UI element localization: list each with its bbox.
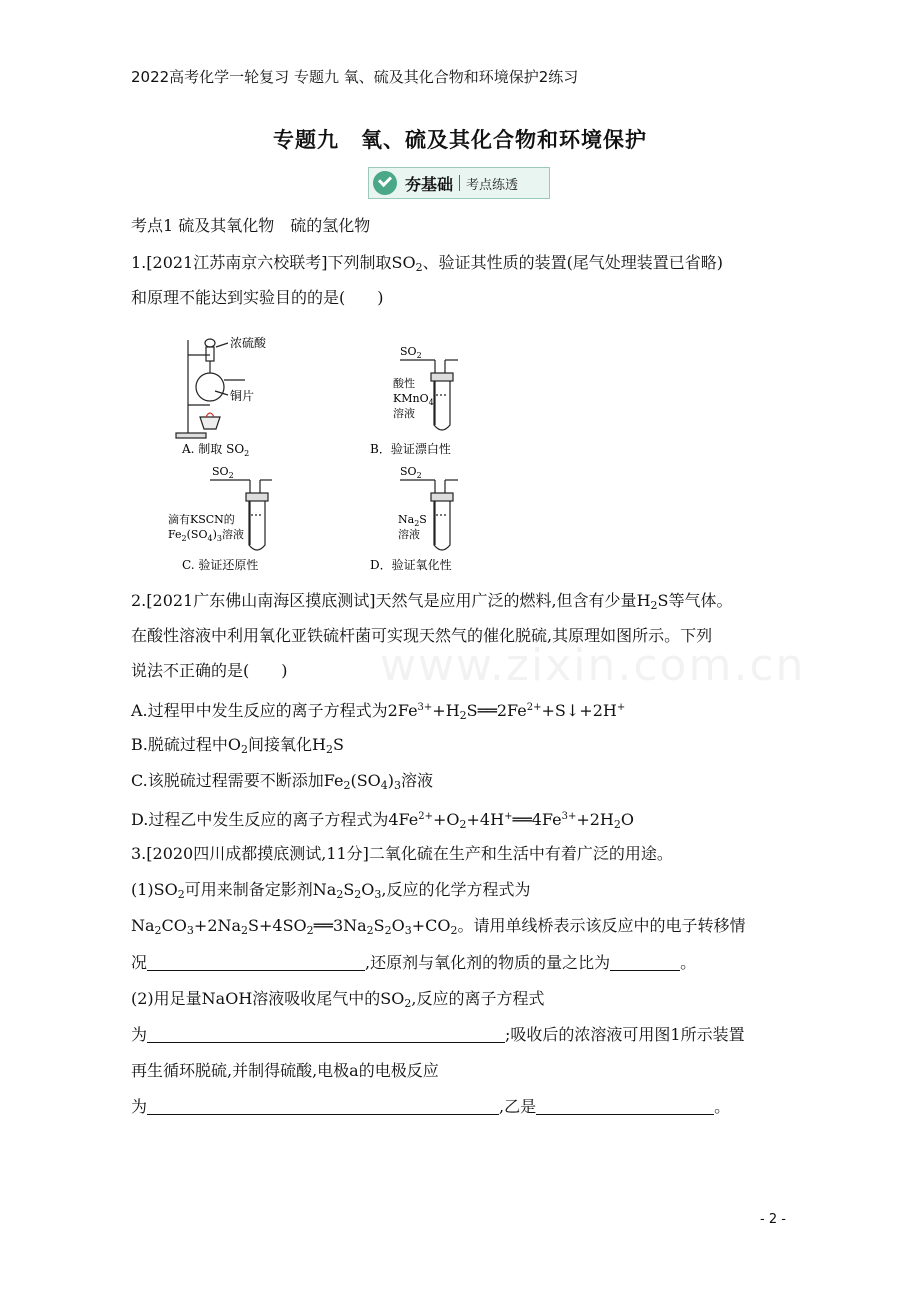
q1-stem-text: 、验证其性质的装置(尾气处理装置已省略) (422, 253, 724, 272)
subscript: 2 (240, 743, 248, 756)
subscript: 3 (186, 924, 194, 937)
q2-text: 等气体。 (668, 591, 733, 610)
q3-text: ;吸收后的浓溶液可用图1所示装置 (505, 1025, 745, 1044)
formula: O (227, 735, 241, 754)
label-acidic: 酸性 (393, 377, 415, 390)
subscript: 2 (241, 924, 249, 937)
badge-sub-label: 考点练透 (466, 177, 519, 193)
formula: 4Fe (531, 810, 562, 829)
answer-blank-ratio[interactable] (610, 954, 680, 971)
option-text: 溶液 (401, 771, 434, 790)
q3-text: 。请用单线桥表示该反应中的电子转移情 (457, 916, 746, 935)
label-fe2so43: $Fe_2(SO_4)_3$溶液 (168, 528, 244, 543)
formula: 3Na (332, 916, 367, 935)
formula: O (446, 810, 460, 829)
subscript: 2 (325, 743, 333, 756)
q1-stem-line1 (131, 252, 723, 279)
q3-part1-line1 (131, 879, 531, 906)
q3-text: (2)用足量NaOH溶液吸收尾气中的 (131, 989, 381, 1008)
q2-text: 2.[2021广东佛山南海区摸底测试]天然气是应用广泛的燃料,但含有少量 (131, 591, 637, 610)
option-text: 间接氧化 (247, 735, 312, 754)
q2-line3: 说法不正确的是( ) (131, 661, 288, 680)
q3-text: 。 (714, 1097, 731, 1116)
formula: S (332, 735, 344, 754)
option-text: B.脱硫过程中 (131, 735, 228, 754)
q3-part2-line4 (131, 1096, 730, 1118)
formula: Fe (323, 771, 344, 790)
label-so2-d: $SO_2$ (400, 465, 422, 480)
badge-main-label: 夯基础 (405, 174, 454, 194)
formula: S (373, 916, 385, 935)
subscript: 3 (404, 924, 412, 937)
q3-part1-equation (131, 915, 746, 942)
q1-stem-text: 1.[2021江苏南京六校联考]下列制取 (131, 253, 392, 272)
formula: + (432, 810, 447, 829)
formula: Na (312, 880, 337, 899)
q3-text: ,反应的化学方程式为 (381, 880, 531, 899)
answer-blank-ionic-equation[interactable] (147, 1026, 505, 1043)
document-header: 2022高考化学一轮复习 专题九 氧、硫及其化合物和环境保护2练习 (131, 68, 579, 86)
q3-text: 况 (131, 953, 148, 972)
subscript: 2 (459, 818, 467, 831)
formula: S (466, 701, 478, 720)
subscript: 2 (306, 924, 314, 937)
q2-line1 (131, 590, 733, 617)
answer-blank-electron-transfer[interactable] (147, 954, 365, 971)
option-text: D.过程乙中发生反应的离子方程式为 (131, 810, 389, 829)
label-kmno4: KMnO$_4$ (393, 392, 434, 407)
equals-sign: ══ (512, 810, 532, 829)
label-solution-d: 溶液 (398, 528, 420, 541)
formula: +4H (466, 810, 505, 829)
section-badge (368, 167, 550, 199)
formula: O (361, 880, 375, 899)
subscript: 2 (336, 888, 344, 901)
formula: S (343, 880, 355, 899)
formula: +CO (411, 916, 451, 935)
q3-text: 为 (131, 1025, 148, 1044)
answer-blank-electrode-reaction[interactable] (147, 1098, 499, 1115)
formula: +2H (579, 701, 617, 720)
badge-divider (459, 175, 460, 191)
subscript: 2 (343, 779, 351, 792)
q3-part1-line3 (131, 952, 696, 974)
subscript: 2 (366, 924, 374, 937)
q1-stem-line2: 和原理不能达到实验目的的是( ) (131, 288, 384, 307)
q3-text: ,反应的离子方程式 (411, 989, 545, 1008)
subscript: 3 (374, 888, 382, 901)
option-text: C.该脱硫过程需要不断添加 (131, 771, 324, 790)
check-icon (373, 171, 397, 195)
formula: +2H (576, 810, 614, 829)
formula: H (636, 591, 651, 610)
formula: O (620, 810, 635, 829)
superscript: 2+ (418, 811, 433, 822)
formula: H (312, 735, 326, 754)
q2-option-d (131, 806, 634, 836)
q2-line2: 在酸性溶液中利用氧化亚铁硫杆菌可实现天然气的催化脱硫,其原理如图所示。下列 (131, 626, 713, 645)
q3-part2-line1 (131, 988, 544, 1015)
formula: SO (380, 989, 405, 1008)
label-kscn: 滴有KSCN的 (168, 513, 235, 526)
subscript: 2 (415, 261, 423, 274)
subscript: 2 (404, 997, 412, 1010)
formula: 4Fe (388, 810, 419, 829)
formula: S (248, 916, 259, 935)
subscript: 4 (380, 779, 388, 792)
equals-sign: ══ (477, 701, 497, 720)
label-so2-c: $SO_2$ (212, 465, 234, 480)
subscript: 2 (613, 818, 621, 831)
label-so2-b: $SO_2$ (400, 345, 422, 360)
q3-text: 为 (131, 1097, 148, 1116)
superscript: 2+ (526, 702, 542, 713)
subscript: 2 (154, 924, 162, 937)
apparatus-figure (160, 325, 500, 575)
subscript: 2 (450, 924, 458, 937)
formula: +2Na (193, 916, 242, 935)
subscript: 2 (459, 709, 467, 722)
formula: 2Fe (387, 701, 418, 720)
q3-text: ,还原剂与氧化剂的物质的量之比为 (365, 953, 611, 972)
option-text: A.过程甲中发生反应的离子方程式为 (131, 701, 388, 720)
equals-sign: ══ (313, 916, 333, 935)
q2-option-a (131, 697, 625, 727)
page-number: - 2 - (760, 1212, 786, 1227)
superscript: + (504, 811, 513, 822)
label-conc-sulfuric-acid: 浓硫酸 (230, 336, 267, 350)
page-title: 专题九 氧、硫及其化合物和环境保护 (273, 128, 647, 152)
formula: S (657, 591, 669, 610)
label-na2s: $Na_2S$ (398, 513, 427, 528)
subscript: 2 (650, 599, 658, 612)
formula: Na (131, 916, 155, 935)
superscript: 3+ (561, 811, 577, 822)
formula: O (391, 916, 405, 935)
formula: SO (391, 253, 416, 272)
caption-a: A. 制取 $SO_2$ (182, 442, 250, 458)
subscript: 2 (177, 888, 185, 901)
subscript: 2 (354, 888, 362, 901)
subscript: 2 (384, 924, 392, 937)
label-copper: 铜片 (230, 389, 255, 403)
superscript: + (616, 702, 626, 713)
section-heading: 考点1 硫及其氧化物 硫的氢化物 (131, 216, 371, 235)
formula: (SO (350, 771, 381, 790)
formula: 2Fe (496, 701, 527, 720)
q3-text: (1) (131, 880, 154, 899)
q2-option-b (131, 734, 344, 761)
q3-text: 。 (680, 953, 697, 972)
q3-part2-line3: 再生循环脱硫,并制得硫酸,电极a的电极反应 (131, 1061, 439, 1080)
q2-option-c (131, 770, 433, 797)
formula: +4SO (259, 916, 307, 935)
caption-d: D．验证氧化性 (370, 558, 452, 572)
watermark: www.zixin.com.cn (380, 640, 806, 691)
formula: CO (161, 916, 187, 935)
caption-b: B．验证漂白性 (370, 442, 451, 456)
label-solution-b: 溶液 (393, 407, 415, 420)
caption-c: C. 验证还原性 (182, 558, 259, 572)
q3-part2-line2 (131, 1024, 745, 1046)
q3-text: ,乙是 (499, 1097, 537, 1116)
formula: +S↓ (541, 701, 580, 720)
q3-line1: 3.[2020四川成都摸底测试,11分]二氧化硫在生产和生活中有着广泛的用途。 (131, 844, 673, 863)
formula: +H (432, 701, 460, 720)
formula: SO (153, 880, 178, 899)
formula: ) (387, 771, 395, 790)
subscript: 3 (394, 779, 402, 792)
answer-blank-product[interactable] (536, 1098, 714, 1115)
superscript: 3+ (417, 702, 433, 713)
q3-text: 可用来制备定影剂 (184, 880, 313, 899)
